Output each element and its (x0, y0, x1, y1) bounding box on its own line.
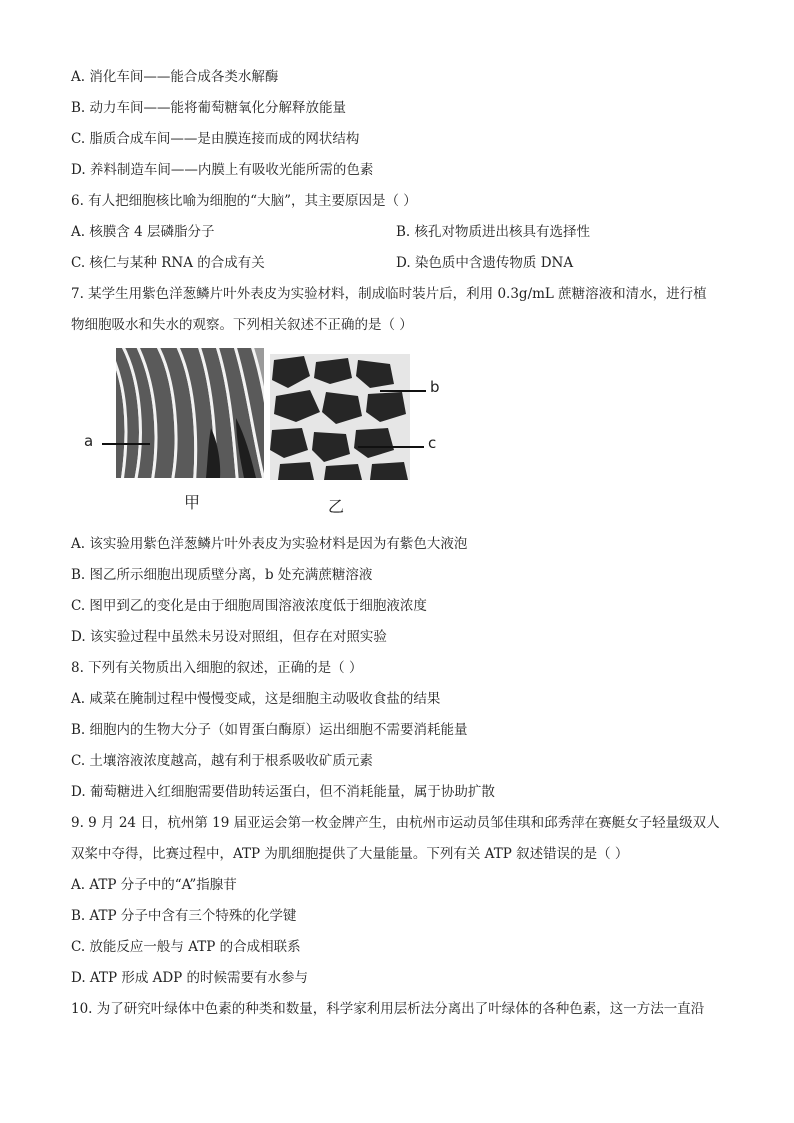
q5-option-d: D. 养料制造车间——内膜上有吸收光能所需的色素 (71, 162, 374, 178)
q6-option-b: B. 核孔对物质进出核具有选择性 (396, 224, 591, 240)
figure-caption-yi: 乙 (328, 497, 345, 516)
figure-label-b: b (430, 378, 440, 396)
q8-option-d: D. 葡萄糖进入红细胞需要借助转运蛋白，但不消耗能量，属于协助扩散 (71, 784, 495, 800)
q6-option-a: A. 核膜含 4 层磷脂分子 (71, 224, 215, 240)
q9-option-c: C. 放能反应一般与 ATP 的合成相联系 (71, 939, 301, 955)
q9-stem-line2: 双桨中夺得，比赛过程中，ATP 为肌细胞提供了大量能量。下列有关 ATP 叙述错误的是（ ） (71, 846, 629, 862)
q10-stem-line1: 10. 为了研究叶绿体中色素的种类和数量，科学家利用层析法分离出了叶绿体的各种色素，这一方法一直沿 (71, 1001, 705, 1017)
pointer-c (358, 446, 424, 448)
q7-stem-line2: 物细胞吸水和失水的观察。下列相关叙述不正确的是（ ） (71, 317, 413, 333)
q9-option-d: D. ATP 形成 ADP 的时候需要有水参与 (71, 970, 309, 986)
q5-option-b: B. 动力车间——能将葡萄糖氧化分解释放能量 (71, 100, 347, 116)
q7-option-b: B. 图乙所示细胞出现质壁分离，b 处充满蔗糖溶液 (71, 567, 373, 583)
q8-option-c: C. 土壤溶液浓度越高，越有利于根系吸收矿质元素 (71, 753, 373, 769)
q7-figure (80, 348, 460, 520)
q5-option-c: C. 脂质合成车间——是由膜连接而成的网状结构 (71, 131, 360, 147)
figure-panel-yi (270, 354, 410, 480)
figure-panel-jia (116, 348, 264, 478)
q9-option-a: A. ATP 分子中的“A”指腺苷 (71, 877, 237, 893)
pointer-a (102, 443, 150, 445)
elongated-cells-image (116, 348, 264, 478)
q6-option-c: C. 核仁与某种 RNA 的合成有关 (71, 255, 265, 271)
q9-stem-line1: 9. 9 月 24 日，杭州第 19 届亚运会第一枚金牌产生，由杭州市运动员邹佳琪和邱秀萍在赛艇女子轻量级双人 (71, 815, 720, 831)
q5-option-a: A. 消化车间——能合成各类水解酶 (71, 69, 279, 85)
q8-option-a: A. 咸菜在腌制过程中慢慢变咸，这是细胞主动吸收食盐的结果 (71, 691, 441, 707)
q6-stem: 6. 有人把细胞核比喻为细胞的“大脑”，其主要原因是（ ） (71, 193, 417, 209)
q9-option-b: B. ATP 分子中含有三个特殊的化学键 (71, 908, 297, 924)
q8-stem: 8. 下列有关物质出入细胞的叙述，正确的是（ ） (71, 660, 363, 676)
figure-caption-jia: 甲 (184, 493, 201, 512)
q7-option-a: A. 该实验用紫色洋葱鳞片叶外表皮为实验材料是因为有紫色大液泡 (71, 536, 468, 552)
q6-option-d: D. 染色质中含遗传物质 DNA (396, 255, 574, 271)
q7-option-d: D. 该实验过程中虽然未另设对照组，但存在对照实验 (71, 629, 387, 645)
q7-option-c: C. 图甲到乙的变化是由于细胞周围溶液浓度低于细胞液浓度 (71, 598, 427, 614)
pointer-b (380, 390, 426, 392)
q8-option-b: B. 细胞内的生物大分子（如胃蛋白酶原）运出细胞不需要消耗能量 (71, 722, 468, 738)
plasmolysis-cells-image (270, 354, 410, 480)
q7-stem-line1: 7. 某学生用紫色洋葱鳞片叶外表皮为实验材料，制成临时装片后，利用 0.3g/mL 蔗糖溶液和清水，进行植 (71, 286, 707, 302)
figure-label-c: c (428, 434, 437, 452)
figure-label-a: a (84, 432, 94, 450)
